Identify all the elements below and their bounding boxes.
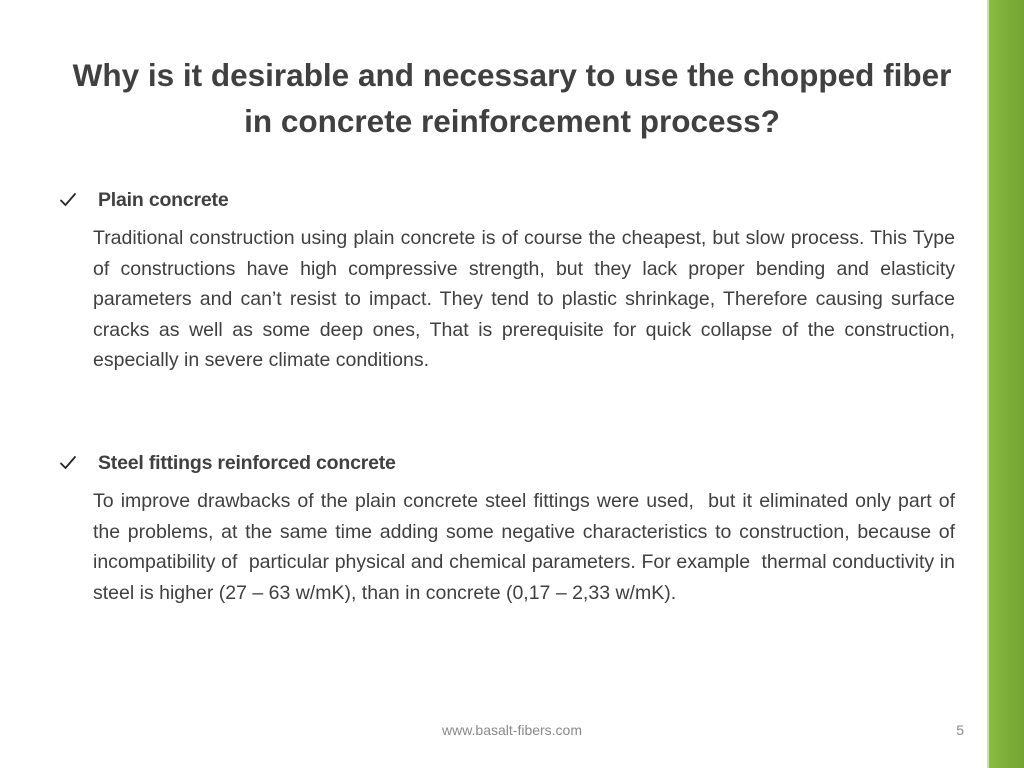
section-heading: Steel fittings reinforced concrete xyxy=(98,451,396,474)
accent-side-bar xyxy=(987,0,1024,768)
section-steel-fittings xyxy=(56,448,961,608)
checkmark-icon xyxy=(56,188,80,212)
section-body: To improve drawbacks of the plain concrete steel fittings were used, but it eliminated only part of the problems, at the same time adding some negative characteristics to construction, because of incompatibility of particular physical and chemical parameters. For example thermal conductivity in steel is higher (27 – 63 w/mK), than in concrete (0,17 – 2,33 w/mK). xyxy=(93,490,961,604)
section-plain-concrete xyxy=(56,185,961,376)
slide-title: Why is it desirable and necessary to use the chopped fiber in concrete reinforcement process? xyxy=(72,57,952,139)
accent-side-bar-edge xyxy=(987,0,989,768)
section-heading-row xyxy=(56,448,956,478)
page-number: 5 xyxy=(956,722,964,738)
section-body: Traditional construction using plain concrete is of course the cheapest, but slow process. This Type of constructions have high compressive strength, but they lack proper bending and elasticity parameters and can’t resist to impact. They tend to plastic shrinkage, Therefore causing surface cracks as well as some deep ones, That is prerequisite for quick collapse of the construction, especially in severe climate conditions. xyxy=(93,227,961,372)
checkmark-icon xyxy=(56,451,80,475)
footer-url: www.basalt-fibers.com xyxy=(441,722,583,738)
section-heading: Plain concrete xyxy=(98,188,229,211)
section-heading-row xyxy=(56,185,956,215)
